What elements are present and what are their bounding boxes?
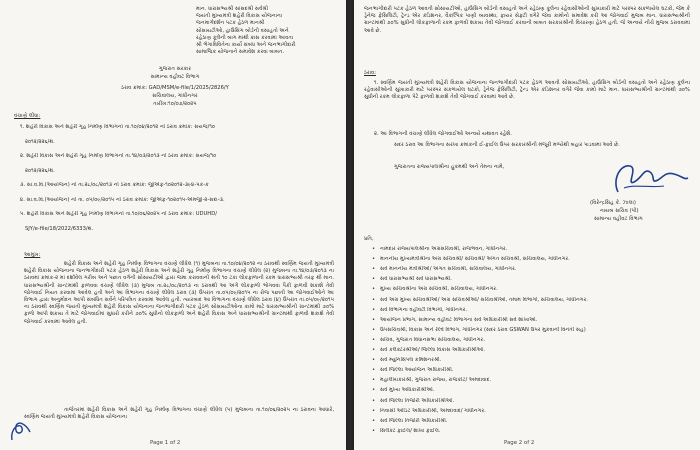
preamble-text: શહેરી વિકાસ અને શહેરી ગૃહ નિર્માણ વિભાગના વંચાણે લીધેલ (૧) મુજબના તા.૧૦/૦૪/૨૦૧૨ ના ઠરાવથી સ્વર્ણિમ જયંતી મુખ્યમંત્રી શહેરી વિકાસ યોજનાના જનભાગીદારી પટક હેઠળ શહેરી વિકાસ અને શહેરી ગૃહ નિર્માણ વિભાગના વંચાણે લીધેલ (૨) મુજબના તા.૧૪/૦૩/૨૦૧૩ ના ઠરાવમાં ક્રમાંક-૨ માં દર્શાવેલ ગરીબ અને પછાત વર્ગની સોસાયટીઓ દ્વારા જમા કરાવવાની થતી ૧૦ ટકા લોકફાળાની રકમ ધારાસભ્યશ્રી તરફ થી માન. ધારાસભ્યશ્રીની ગ્રાન્ટમાંથી ફાળવવા વંચાણે લીધેલ (૩) મુજબ તા.૨૮/૦૮/૨૦૧૩ ના ઠરાવથી આ અંગે લોકફાળો ભોગવવા પૈકી ફાળવી શકાશે તેવી જોગવાઈ નિયત કરવામાં આવેલ હતી અને આ વિભાગના વંચાણે લીધેલ ઠરાવ (૩) ઉપરાંત તા.૦૫/૦૯/૨૦૧૫ ના રોજ પછાતી આ જોગવાઈઓને આ વિભાગ દ્વારા અનુમોદન આપી સંબંધિત સર્વેને પરિપત્રિત કરવામાં આવેલ હતી. ત્યારબાદ આ વિભાગના વંચાણે લીધેલ ઠરાવ (૪) ઉપરાંત તા.૦૫/૦૯/૨૦૧૫ ના ઠરાવથી સ્વર્ણિમ જયંતી મુખ્યમંત્રી શહેરી વિકાસ યોજનાના જનભાગીદારી પટક હેઠળ સોસાયટીઓના કામો માટે ધારાસભ્યશ્રીની ગ્રાન્ટમાંથી ૭૦% ફાળો આપી શકાય તે માટે જોગવાઈમાં સુધારો કરીને ૭૦% સુધીનો લોકફાળો અને શહેરી વિકાસ અને ધારાસભ્યશ્રીની ગ્રાન્ટમાંથી ફાળવી શકાશે તેવી જોગવાઈ કરવામાં આવેલ હતી. [24,261,334,325]
bullet-icon: • [372,306,376,313]
paragraph-two: તાજેતરમાં શહેરી વિકાસ અને શહેરી ગૃહ નિર્માણ વિભાગના વંચાણે લીધેલ (૫) મુજબના તા.૧૦/૦૬/૨૦૨૫ ના ઠરાવના આધારે, સ્વર્ણિમ જયંતી મુખ્યમંત્રી શહેરી વિકાસ યોજનાના [24,407,334,421]
resolution-number: ઠરાવ ક્રમાંક: GAD/MSM/e-file/1/2025/2826/Y [121,85,229,91]
bullet-icon: • [372,246,376,252]
resolution-item-3: સદર ઠરાવ આ વિભાગના સરખા ક્રમાંકની ઈ-ફાઈલ ઉપર સરકારશ્રીની મંજૂરી મળ્યેથી બહાર પાડવામાં આવે છે. [394,142,620,148]
bullet-icon: • [372,377,376,384]
resolution-item-2: ૨. આ વિભાગની વંચાણે લીધેલ જોગવાઈઓ અન્વયે યથાવત રહેશે. [374,131,512,137]
bullet-icon: • [372,367,376,374]
continuation-paragraph: જનભાગીદારી પટક હેઠળ આવતી સોસાયટીઓ, હાઉસિંગ બોર્ડની વસાહતો અને રહેઠાણ કૂલેના રહેવાસીઓની સુખાકારી માટે પરસ્પર સંકળાયેલ ઘટકો, જેમ કે ડ્રેનેજ ફેસિલિટી, ટ્રેન્ડ એર કંડિશનર, વૈકલ્પિક પાણી વ્યવસ્થા, ફાયર સેફ્ટી વગેરે જેવા કામોનો સમાવેશ કરી આ જોગવાઈ મુજબ માન. ધારાસભ્યશ્રીની ગ્રાન્ટમાંથી ૭૦% સુધીની લોકફાળાની રકમ ફાળવી શકાય તેવી જોગવાઈ કરવાની બાબત સરકારશ્રીની વિચારણા હેઠળ હતી. જે અન્વયે નીચે મુજબ ઠરાવવામાં આવે છે. [364,6,690,34]
copy-recipient: સર્વે જિલ્લા તિજોરી અધિકારીશ્રીઓ. [380,397,455,404]
reference-item: ૨૦૧૨/૨૨૬/થ. [20,167,55,174]
order-line: ગુજરાતના રાજ્યપાલશ્રીના હુકમથી અને તેમના નામે, [394,164,505,170]
bullet-icon: • [372,266,376,273]
subject-block [196,6,336,56]
subject-line: જયંતી મુખ્યમંત્રી શહેરી વિકાસ યોજનાના [196,13,283,20]
copy-recipient: નિવાસી ઓડિટ અધિકારીશ્રી, અમદાવાદ/ ગાંધીનગર. [380,407,486,414]
subject-line: માન. ધારાસભ્યશ્રી સાંસદશ્રી સર્વશ્રી [196,6,269,12]
signatory-department: સામાન્ય વહીવટ વિભાગ [594,216,643,222]
copy-recipient: સિલેક્ટ ફાઈલ/ શાખા ફાઈલ. [380,427,441,434]
signature [604,158,692,198]
bullet-icon: • [372,256,376,263]
copy-recipient: સર્વે અગ્ર મુખ્ય સચિવશ્રીઓ/ અગ્ર સચિવશ્રીઓ/ સચિવશ્રીઓ, તમામ વિભાગો, સચિવાલય, ગાંધીનગર. [380,296,588,303]
copy-heading: પ્રતિ, [364,236,374,242]
copy-recipient: મુખ્ય સચિવશ્રીના અગ્ર સચિવશ્રી, સચિવાલય, ગાંધીનગર. [380,286,498,293]
copy-recipient: માનનીય મુખ્યમંત્રીશ્રીના અગ્ર સચિવશ્રી/ સચિવશ્રી/ અંગત સચિવશ્રી, સચિવાલય, ગાંધીનગર. [380,256,570,263]
bullet-icon: • [372,296,376,303]
reference-item: ૩. સા.વ.વિ.(આયોજન) નો તા.૨૮/૦૮/૨૦૧૩ નો ઠરાવ ક્રમાંક: જીએફ-૧૦૨૦૧૨-૩૯૪-પક-ક [20,182,209,188]
subject-line: જનમાર્ગદર્શન પટક હેઠળ માનશ્રી [196,20,265,27]
bullet-icon: • [372,397,376,404]
copy-recipient: આયોજન પ્રભાગ, સામાન્ય વહીવટ વિભાગના સર્વે અધિકારીશ્રી સર્વે શાખાઓ. [380,316,538,323]
bullet-icon: • [372,336,376,343]
subject-line: શ્રી ભેગાવિવિતેના કાર્યો સંબંધ અને જનભાગીદારી [196,42,296,49]
copy-recipient: સર્વે મુખ્ય અધિકારીશ્રીઓ. [380,387,435,394]
bullet-icon: • [372,427,376,434]
read-heading: વંચાણે લીધા: [14,113,41,119]
reference-item: ૨૦૧૨/૨૨૬/થ. [20,138,55,145]
bullet-icon: • [372,347,376,353]
subject-line: સામાજિક યોજનાને સમાવેશ કરવા બાબત. [196,49,285,56]
copy-recipient: સર્વે માનનીય મંત્રીશ્રીઓ/ અંગત સચિવશ્રી, સચિવાલય, ગાંધીનગર. [380,266,517,273]
preamble-heading: આમુખ: [24,252,41,258]
copy-recipient: સર્વે મ્યુનિસિપલ કમિશનરશ્રી. [380,357,442,364]
reference-item: ૪. સા.વ.વિ.(આયોજન) નો તા. ૦૫/૦૯/૨૦૧૫ નો ઠરાવ ક્રમાંક: જીએફ-૧૦૨૦૧૫-એમજી-૨-સદા-૩. [20,196,225,203]
bullet-icon: • [372,387,376,394]
resolution-heading: ઠરાવ: [364,70,376,76]
bullet-icon: • [372,316,376,323]
copy-recipient: સર્વે કલેક્ટરશ્રીઓ/ જિલ્લા વિકાસ અધિકારીશ્રીઓ. [380,347,485,353]
copy-recipient: મહાલેખાકારશ્રી, ગુજરાત રાજ્ય, રાજકોટ/ અમદાવાદ. [380,377,492,384]
bullet-icon: • [372,357,376,364]
reference-item: ૧. શહેરી વિકાસ અને શહેરી ગૃહ નિર્માણ વિભાગનો તા.૧૦/૦૪/૨૦૧૨ નો ઠરાવ ક્રમાંક: સયજ/૧૦ [20,124,216,130]
copy-recipient: ઉપસચિવશ્રી, વિકાસ અને રેલ્વે વિભાગ, ગાંધીનગર (સદર ઠરાવ GSWAN ઉપર મુકવાની વિનંતી સહ) [380,326,586,333]
place: સચિવાલય, ગાંધીનગર [152,93,198,99]
subject-line: રહેઠાણ કૂલેની બાગ માંથી ક્રાસ કરવામાં આવતા [196,34,294,41]
reference-item: ૨. શહેરી વિકાસ અને શહેરી ગૃહ નિર્માણ વિભાગનો તા.૧૪/૦૩/૨૦૧૩ નો ઠરાવ ક્રમાંક: સયજ/૧૦ [20,153,217,159]
initials-signature-page1 [6,418,36,444]
copy-recipient: સચિવ, ગુજરાત વિધાનસભા સચિવાલય, ગાંધીનગર. [380,336,485,343]
document-page-2 [354,0,700,450]
copy-recipient: સર્વે જિલ્લા આયોજન અધિકારીશ્રી. [380,367,454,374]
department-name: સામાન્ય વહીવટ વિભાગ [150,74,200,80]
resolution-date: તારીખ:૧૦/૦૭/૨૦૨૫ [153,101,197,107]
copy-recipient: સર્વે ધારાસભ્યશ્રી સર્વે ધારાસભ્યશ્રી. [380,276,452,283]
signatory-name: (વિરેન્દ્રસિંહ કે. ઝાલા) [590,200,636,206]
copy-recipient: નામદાર રાજ્યપાલશ્રીના અગ્રસચિવશ્રી, રાજભવન, ગાંધીનગર. [380,246,508,252]
resolution-item-1: ૧. સ્વર્ણિમ જયંતી મુખ્યમંત્રી શહેરી વિકાસ યોજનાના જનભાગીદારી પટક હેઠળ આવતી સોસાયટીઓ, હાઉસિંગ બોર્ડની વસાહતો અને રહેઠાણ કૂલેના રહેવાસીઓની સુખાકારી માટે પરસ્પર સંકળાયેલ ઘટકો, ડ્રેનેજ ફેસિલિટી, ટ્રેન્ડ એર કંડિશનર વગેરે જેવા કામો માટે માન. ધારાસભ્યશ્રીની ગ્રાન્ટમાંથી ૭૦% સુધીની રકમ લોકફાળા પેટે ફાળવી શકાશે તેવી જોગવાઈ કરવામાં આવે છે. [364,80,690,101]
government-name: ગુજરાત સરકાર [158,66,192,72]
bullet-icon: • [372,276,376,283]
bullet-icon: • [372,326,376,333]
signatory-title: નાયબ સચિવ (પી) [600,208,639,214]
subject-line: સોસાયટીઓ, હાઉસિંગ બોર્ડની વસાહતો અને [196,27,289,34]
bullet-icon: • [372,407,376,414]
copy-recipient: સર્વે જિલ્લા તિજોરી અધિકારીશ્રી. [380,417,448,424]
page-footer: Page 2 of 2 [504,440,535,446]
reference-item: ૫. શહેરી વિકાસ અને શહેરી ગૃહ નિર્માણ વિભાગનો તા.૧૦/૦૬/૨૦૨૫ નો ઠરાવ ક્રમાંક: UDUHD/ [20,211,217,217]
copy-recipient: સર્વે વિભાગના વહીવટી વિભાગો, ગાંધીનગર. [380,306,468,313]
document-page-1 [0,0,346,450]
reference-item: SJY/e-file/18/2022/6333/થ. [20,225,94,232]
bullet-icon: • [372,286,376,293]
page-footer: Page 1 of 2 [150,440,181,446]
bullet-icon: • [372,417,376,424]
